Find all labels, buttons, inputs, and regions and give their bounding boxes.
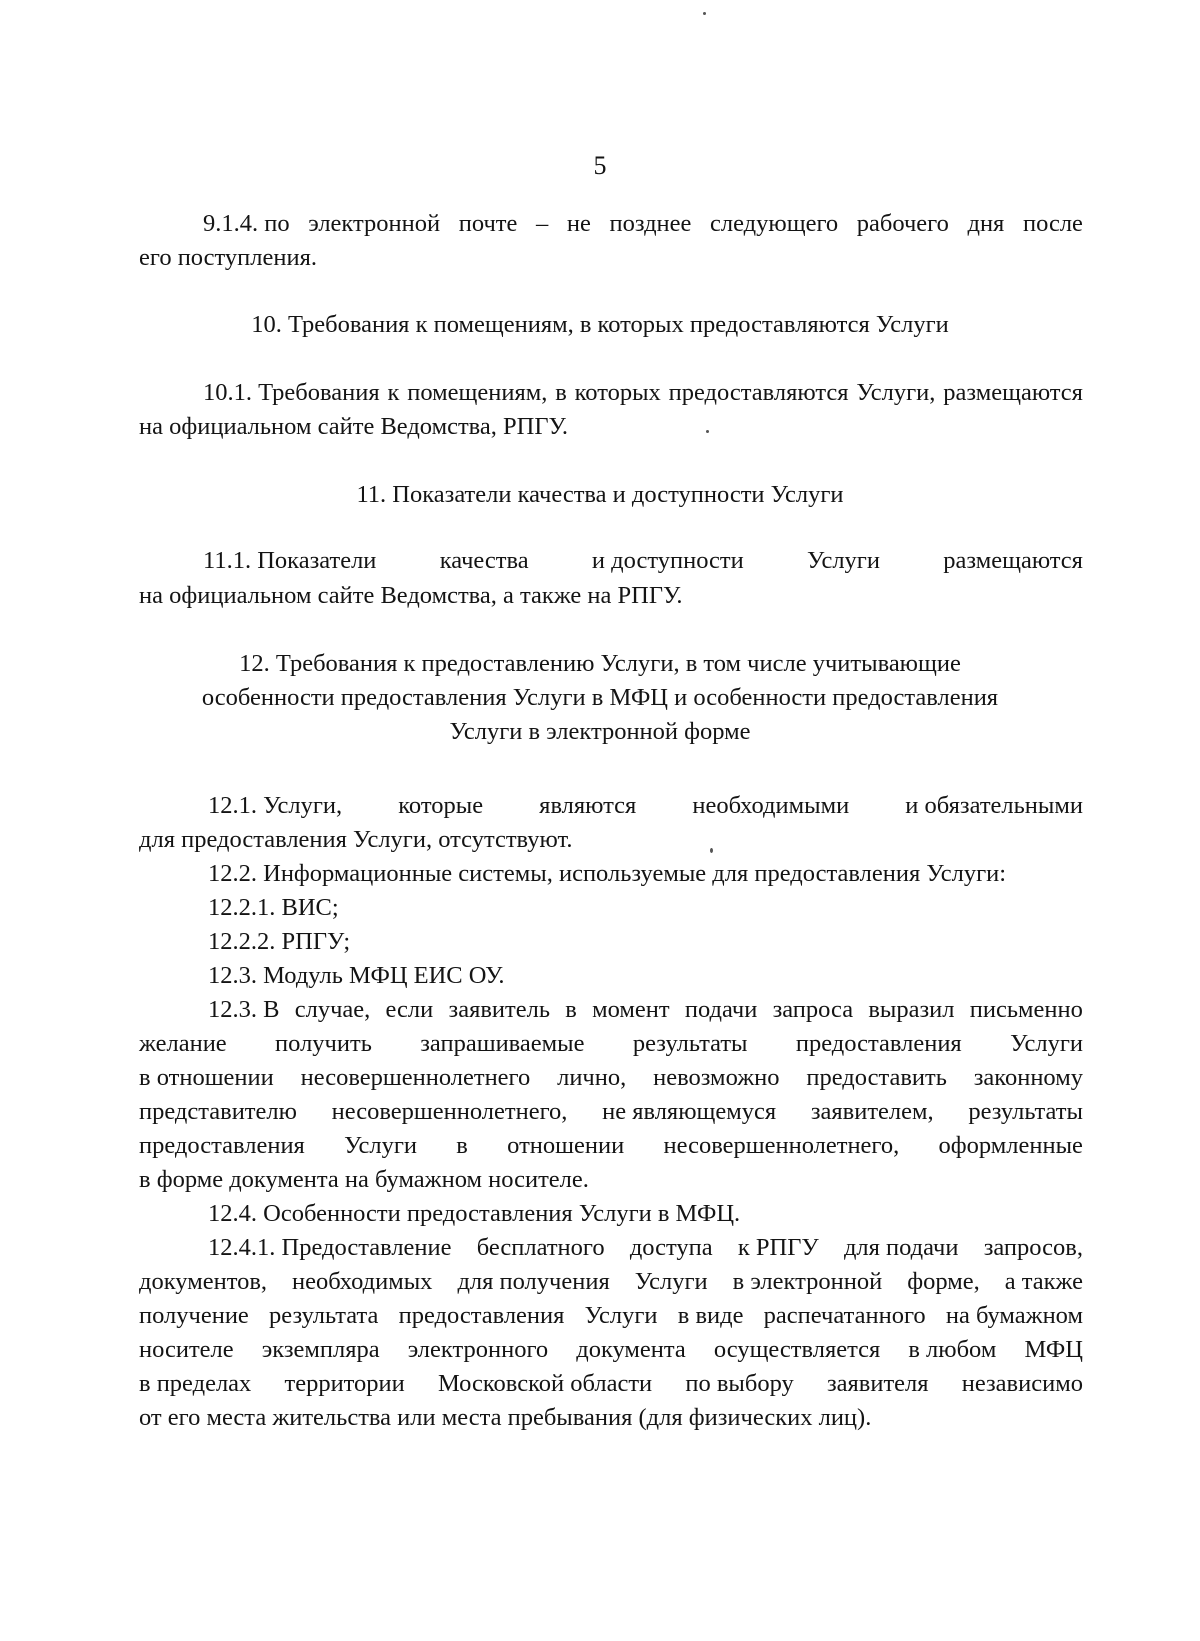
word: в bbox=[565, 996, 577, 1023]
word: по выбору bbox=[685, 1370, 794, 1397]
word: 9.1.4. по bbox=[203, 210, 290, 237]
paragraph-12-2-2: 12.2.2. РПГУ; bbox=[208, 928, 351, 955]
word: экземпляра bbox=[261, 1336, 380, 1363]
word: получить bbox=[275, 1030, 372, 1057]
word: предоставления bbox=[398, 1302, 565, 1329]
word: дня bbox=[967, 210, 1005, 237]
word: желание bbox=[139, 1030, 227, 1057]
word: в электронной bbox=[732, 1268, 883, 1295]
word: оформленные bbox=[938, 1132, 1083, 1159]
word: подачи bbox=[684, 996, 758, 1023]
word: к РПГУ bbox=[737, 1234, 819, 1261]
word: заявитель bbox=[448, 996, 550, 1023]
word: результаты bbox=[632, 1030, 748, 1057]
word: Услуги bbox=[807, 547, 880, 574]
word: в любом bbox=[908, 1336, 997, 1363]
word: представителю bbox=[139, 1098, 297, 1125]
word: предоставляются bbox=[668, 379, 849, 406]
word: запросов, bbox=[983, 1234, 1083, 1261]
section-12-heading-line-2: особенности предоставления Услуги в МФЦ и особенности предоставления bbox=[201, 684, 999, 711]
section-10-heading: 10. Требования к помещениям, в которых предоставляются Услуги bbox=[251, 311, 949, 338]
paragraph-12-4-1-line-5 bbox=[139, 1368, 1083, 1400]
word: после bbox=[1022, 210, 1083, 237]
section-12-heading-line-1: 12. Требования к предоставлению Услуги, в том числе учитывающие bbox=[239, 650, 961, 677]
paragraph-12-4-1-line-4 bbox=[139, 1334, 1083, 1366]
word: форме, bbox=[907, 1268, 980, 1295]
paragraph-12-4-1-line-2 bbox=[139, 1266, 1083, 1298]
paragraph-12-3-line-6: в форме документа на бумажном носителе. bbox=[139, 1166, 589, 1193]
word: необходимых bbox=[292, 1268, 433, 1295]
word: позднее bbox=[609, 210, 692, 237]
scan-speck bbox=[710, 848, 713, 853]
word: для подачи bbox=[843, 1234, 959, 1261]
word: предоставить bbox=[806, 1064, 947, 1091]
word: выразил bbox=[868, 996, 955, 1023]
word: лично, bbox=[557, 1064, 627, 1091]
word: МФЦ bbox=[1024, 1336, 1083, 1363]
paragraph-12-3-line-5 bbox=[139, 1130, 1083, 1162]
page-number: 5 bbox=[593, 151, 607, 180]
word: Московской области bbox=[437, 1370, 653, 1397]
word: следующего bbox=[710, 210, 839, 237]
word: необходимыми bbox=[692, 792, 850, 819]
word: и доступности bbox=[591, 547, 744, 574]
word: которые bbox=[398, 792, 484, 819]
word: бесплатного bbox=[476, 1234, 605, 1261]
word: 11.1. Показатели bbox=[203, 547, 377, 574]
word: территории bbox=[284, 1370, 405, 1397]
section-11-heading: 11. Показатели качества и доступности Услуги bbox=[356, 481, 844, 508]
word: законному bbox=[973, 1064, 1083, 1091]
word: случае, bbox=[294, 996, 371, 1023]
word: 12.3. В bbox=[208, 996, 280, 1023]
word: письменно bbox=[969, 996, 1083, 1023]
word: размещаются bbox=[943, 379, 1083, 406]
paragraph-12-4: 12.4. Особенности предоставления Услуги в МФЦ. bbox=[208, 1200, 741, 1227]
word: в отношении bbox=[139, 1064, 274, 1091]
paragraph-12-2: 12.2. Информационные системы, используемые для предоставления Услуги: bbox=[208, 860, 1007, 887]
word: заявителя bbox=[826, 1370, 929, 1397]
word: запрашиваемые bbox=[420, 1030, 585, 1057]
word: доступа bbox=[629, 1234, 713, 1261]
word: независимо bbox=[961, 1370, 1083, 1397]
paragraph-9-1-4-line-2: его поступления. bbox=[139, 244, 317, 271]
word: в bbox=[456, 1132, 468, 1159]
word: осуществляется bbox=[713, 1336, 881, 1363]
word: в пределах bbox=[139, 1370, 252, 1397]
word: документа bbox=[576, 1336, 686, 1363]
word: почте bbox=[458, 210, 518, 237]
word: и обязательными bbox=[905, 792, 1083, 819]
word: несовершеннолетнего, bbox=[663, 1132, 900, 1159]
word: не являющемуся bbox=[602, 1098, 777, 1125]
word: получение bbox=[139, 1302, 249, 1329]
word: качества bbox=[439, 547, 529, 574]
paragraph-10-1-line-2: на официальном сайте Ведомства, РПГУ. bbox=[139, 413, 569, 440]
word: размещаются bbox=[943, 547, 1083, 574]
word: на бумажном bbox=[945, 1302, 1083, 1329]
word: не bbox=[566, 210, 591, 237]
word: для получения bbox=[457, 1268, 610, 1295]
paragraph-12-4-1-line-1 bbox=[208, 1232, 1083, 1264]
word: в виде bbox=[677, 1302, 744, 1329]
word: электронного bbox=[407, 1336, 549, 1363]
word: результаты bbox=[968, 1098, 1083, 1125]
word: несовершеннолетнего, bbox=[331, 1098, 568, 1125]
paragraph-12-3-line-3 bbox=[139, 1062, 1083, 1094]
word: результата bbox=[269, 1302, 379, 1329]
word: 12.4.1. Предоставление bbox=[208, 1234, 452, 1261]
word: невозможно bbox=[653, 1064, 780, 1091]
word: 10.1. Требования bbox=[203, 379, 380, 406]
paragraph-12-3-line-1 bbox=[208, 994, 1083, 1026]
paragraph-12-2-1: 12.2.1. ВИС; bbox=[208, 894, 339, 921]
word: если bbox=[385, 996, 434, 1023]
word: Услуги bbox=[634, 1268, 708, 1295]
paragraph-12-4-1-line-3 bbox=[139, 1300, 1083, 1332]
paragraph-12-3-line-4 bbox=[139, 1096, 1083, 1128]
paragraph-11-1-line-2: на официальном сайте Ведомства, а также на РПГУ. bbox=[139, 582, 683, 609]
paragraph-12-3-line-2 bbox=[139, 1028, 1083, 1060]
paragraph-9-1-4-line-1 bbox=[203, 208, 1083, 240]
word: рабочего bbox=[856, 210, 949, 237]
word: момент bbox=[592, 996, 670, 1023]
paragraph-12-1-line-1 bbox=[208, 790, 1083, 822]
paragraph-12-3-module: 12.3. Модуль МФЦ ЕИС ОУ. bbox=[208, 962, 505, 989]
word: документов, bbox=[139, 1268, 268, 1295]
word: в bbox=[555, 379, 567, 406]
word: Услуги, bbox=[856, 379, 936, 406]
word: распечатанного bbox=[763, 1302, 926, 1329]
paragraph-10-1-line-1 bbox=[203, 377, 1083, 409]
scan-speck bbox=[703, 12, 706, 15]
paragraph-12-1-line-2: для предоставления Услуги, отсутствуют. bbox=[139, 826, 573, 853]
word: – bbox=[535, 210, 549, 237]
word: несовершеннолетнего bbox=[300, 1064, 531, 1091]
word: заявителем, bbox=[810, 1098, 934, 1125]
word: а также bbox=[1004, 1268, 1083, 1295]
word: Услуги bbox=[344, 1132, 418, 1159]
word: Услуги bbox=[584, 1302, 658, 1329]
word: предоставления bbox=[795, 1030, 962, 1057]
scan-speck bbox=[706, 430, 709, 433]
word: которых bbox=[574, 379, 661, 406]
word: являются bbox=[539, 792, 637, 819]
paragraph-12-4-1-line-6: от его места жительства или места пребывания (для физических лиц). bbox=[139, 1404, 872, 1431]
word: помещениям, bbox=[407, 379, 548, 406]
word: носителе bbox=[139, 1336, 234, 1363]
word: к bbox=[387, 379, 400, 406]
word: предоставления bbox=[139, 1132, 305, 1159]
word: отношении bbox=[507, 1132, 625, 1159]
paragraph-11-1-line-1 bbox=[203, 545, 1083, 577]
word: Услуги bbox=[1010, 1030, 1083, 1057]
word: электронной bbox=[308, 210, 441, 237]
word: 12.1. Услуги, bbox=[208, 792, 343, 819]
word: запроса bbox=[772, 996, 854, 1023]
section-12-heading-line-3: Услуги в электронной форме bbox=[449, 718, 751, 745]
